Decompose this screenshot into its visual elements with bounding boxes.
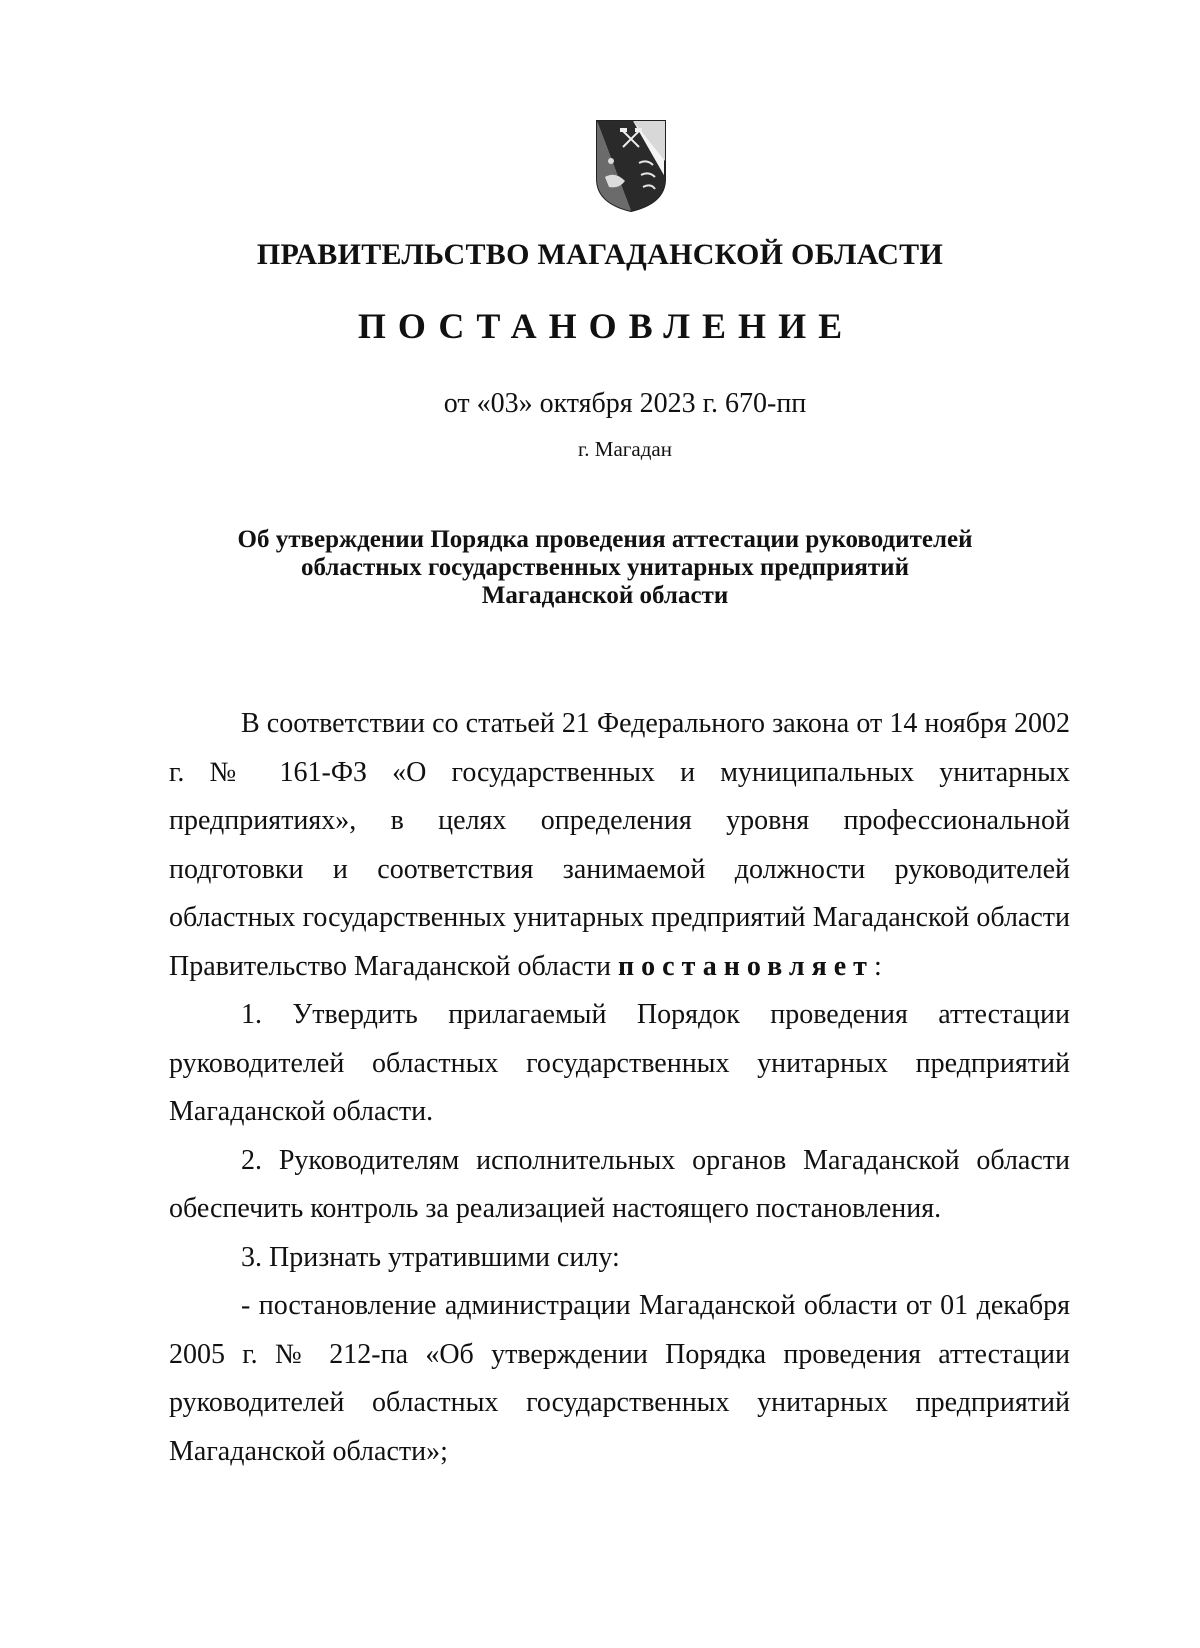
organization-title: ПРАВИТЕЛЬСТВО МАГАДАНСКОЙ ОБЛАСТИ (256, 238, 944, 271)
item-1-paragraph: 1. Утвердить прилагаемый Порядок проведения аттестации руководителей областных государственных унитарных предприятий Магаданской области. (169, 999, 1070, 1127)
document-body (169, 700, 1070, 1476)
document-type-heading: ПОСТАНОВЛЕНИЕ (357, 306, 855, 346)
subject-line: областных государственных унитарных предприятий (301, 554, 909, 581)
item-2-paragraph: 2. Руководителям исполнительных органов Магаданской области обеспечить контроль за реализацией настоящего постановления. (169, 1144, 1070, 1224)
document-city: г. Магадан (578, 437, 672, 461)
preamble-text: В соответствии со статьей 21 Федерального закона от 14 ноября 2002 г. № 161-ФЗ «О государственных и муниципальных унитарных предприятиях», в целях определения уровня профессиональной подготовки и соответствия занимаемой должности руководителей областных государственных унитарных предприятий Магаданской области Правительство Магаданской области (169, 708, 1070, 982)
document-subject (0, 526, 1200, 610)
item-3-paragraph: 3. Признать утратившими силу: (241, 1241, 620, 1273)
item-3-subitem-paragraph: - постановление администрации Магаданской области от 01 декабря 2005 г. № 212-па «Об утверждении Порядка проведения аттестации руководителей областных государственных унитарных предприятий Магаданской области»; (169, 1290, 1070, 1467)
coat-of-arms-icon (593, 117, 669, 213)
resolve-colon: : (873, 950, 882, 982)
preamble-paragraph (169, 700, 1070, 991)
document-date-number: от «03» октября 2023 г. 670-пп (443, 388, 807, 419)
subject-line: Об утверждении Порядка проведения аттестации руководителей (237, 526, 973, 553)
resolve-word: постановляет (618, 950, 874, 982)
subject-line: Магаданской области (481, 582, 729, 609)
